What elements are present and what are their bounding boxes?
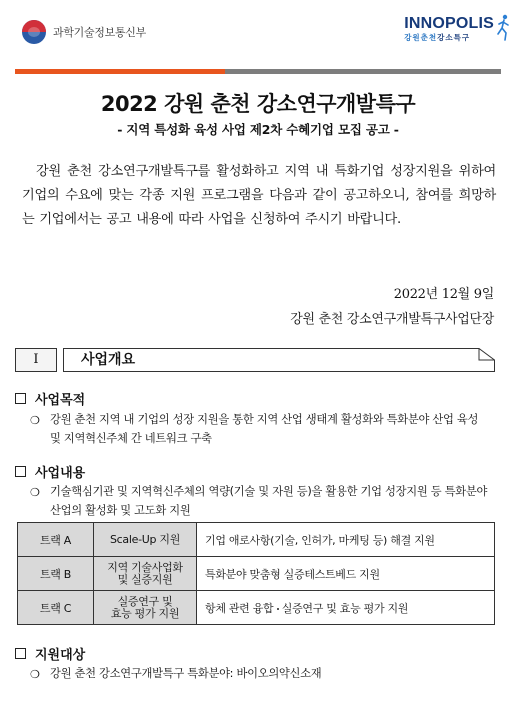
- innopolis-region: 강원춘천: [404, 33, 438, 42]
- circle-bullet-icon: ❍: [30, 668, 40, 681]
- circle-bullet-icon: ❍: [30, 486, 40, 499]
- table-row: [18, 523, 495, 557]
- document-subtitle: - 지역 특성화 육성 사업 제2차 수혜기업 모집 공고 -: [117, 122, 399, 137]
- track-name: 트랙 B: [18, 557, 94, 591]
- document-title: 2022 강원 춘천 강소연구개발특구: [100, 92, 416, 116]
- target-heading: 지원대상: [15, 644, 85, 663]
- purpose-bullet: ❍ 강원 춘천 지역 내 기업의 성장 지원을 통한 지역 산업 생태계 활성화와 특화분야 산업 육성 및 지역혁신주체 간 네트워크 구축: [30, 413, 479, 445]
- square-bullet-icon: [15, 393, 26, 404]
- track-description: 특화분야 맞춤형 실증테스트베드 지원: [197, 557, 495, 591]
- track-name: 트랙 A: [18, 523, 94, 557]
- square-bullet-icon: [15, 466, 26, 477]
- table-row: [18, 591, 495, 625]
- track-type: Scale-Up 지원: [94, 523, 197, 557]
- issuing-organization: 강원 춘천 강소연구개발특구사업단장: [290, 312, 494, 327]
- track-type: 지역 기술사업화 및 실증지원: [94, 557, 197, 591]
- government-emblem-icon: [22, 20, 46, 44]
- track-description: 항체 관련 융합 실증연구 및 효능 평가 지원: [197, 591, 495, 625]
- track-table: [17, 522, 495, 625]
- square-bullet-icon: [15, 648, 26, 659]
- content-bullet: ❍ 기술핵심기관 및 지역혁신주체의 역량(기술 및 자원 등)을 활용한 기업 성장지원 등 특화분야 산업의 활성화 및 고도화 지원: [30, 485, 488, 517]
- section-number: Ⅰ: [15, 348, 57, 372]
- section-heading: [15, 348, 495, 372]
- track-type: 실증연구 및 효능 평가 지원: [94, 591, 197, 625]
- innopolis-logo: [404, 16, 494, 43]
- table-row: [18, 557, 495, 591]
- header-divider: [15, 69, 501, 74]
- document-header: [0, 0, 516, 70]
- purpose-heading: 사업목적: [15, 389, 85, 408]
- runner-figure-icon: [496, 14, 510, 42]
- innopolis-logo-text: INNOPOLIS: [404, 15, 494, 32]
- middle-dot-icon: [277, 608, 279, 610]
- ministry-logo: [22, 20, 146, 44]
- track-description: 기업 애로사항(기술, 인허가, 마케팅 등) 해결 지원: [197, 523, 495, 557]
- content-heading: 사업내용: [15, 462, 85, 481]
- ministry-name: 과학기술정보통신부: [53, 26, 146, 39]
- announcement-date: 2022년 12월 9일: [393, 287, 494, 302]
- track-name: 트랙 C: [18, 591, 94, 625]
- circle-bullet-icon: ❍: [30, 414, 40, 427]
- intro-paragraph: 강원 춘천 강소연구개발특구를 활성화하고 지역 내 특화기업 성장지원을 위하여 기업의 수요에 맞는 각종 지원 프로그램을 다음과 같이 공고하오니, 참여를 희망하는 기업에서는 공고 내용에 따라 사업을 신청하여 주시기 바랍니다.: [22, 164, 496, 227]
- innopolis-zone: 강소특구: [437, 33, 471, 42]
- target-bullet: ❍ 강원 춘천 강소연구개발특구 특화분야: 바이오의약신소재: [30, 667, 322, 681]
- section-title: 사업개요: [81, 352, 136, 368]
